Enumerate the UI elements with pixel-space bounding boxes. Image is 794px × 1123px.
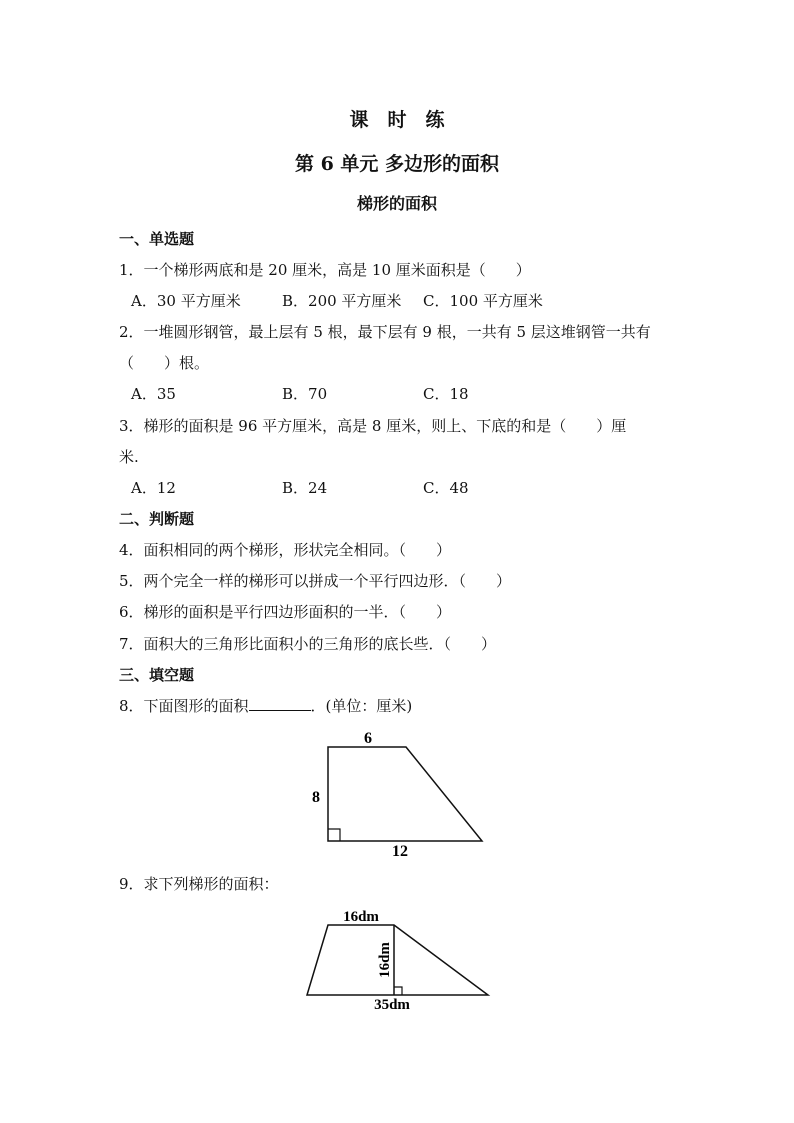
trapezoid-1-top-label: 6 bbox=[364, 730, 372, 747]
q1-option-c[interactable]: C．100 平方厘米 bbox=[423, 292, 543, 310]
lesson-title: 梯形的面积 bbox=[356, 194, 437, 213]
question-6: 6．梯形的面积是平行四边形面积的一半．（ ） bbox=[119, 603, 452, 621]
unit-title: 第 6 单元 多边形的面积 bbox=[294, 153, 500, 175]
question-3-line-1: 3．梯形的面积是 96 平方厘米，高是 8 厘米，则上、下底的和是（ ）厘 bbox=[119, 417, 627, 435]
question-8-prefix: 8．下面图形的面积 bbox=[119, 697, 249, 715]
q1-option-b[interactable]: B．200 平方厘米 bbox=[282, 292, 402, 310]
section-fill-blank: 三、填空题 bbox=[119, 666, 195, 684]
section-single-choice: 一、单选题 bbox=[119, 230, 195, 248]
q2-option-b[interactable]: B．70 bbox=[282, 385, 328, 403]
right-angle-marker bbox=[328, 829, 340, 841]
q3-option-a[interactable]: A．12 bbox=[131, 479, 176, 497]
question-3-line-2: 米. bbox=[119, 448, 139, 466]
trapezoid-2-shape bbox=[307, 925, 488, 995]
question-8-suffix: ．(单位：厘米) bbox=[310, 697, 413, 715]
q2-option-a[interactable]: A．35 bbox=[131, 385, 176, 403]
question-8 bbox=[119, 695, 412, 716]
trapezoid-figure-2 bbox=[300, 905, 500, 1017]
question-7: 7．面积大的三角形比面积小的三角形的底长些．（ ） bbox=[119, 635, 497, 653]
trapezoid-1-shape bbox=[328, 747, 482, 841]
trapezoid-figure-1 bbox=[300, 725, 500, 865]
question-1: 1．一个梯形两底和是 20 厘米，高是 10 厘米面积是（ ） bbox=[119, 261, 531, 279]
answer-blank[interactable] bbox=[249, 695, 311, 711]
worksheet-title: 课 时 练 bbox=[349, 109, 445, 131]
question-4: 4．面积相同的两个梯形，形状完全相同。（ ） bbox=[119, 541, 452, 559]
right-angle-marker-2 bbox=[394, 987, 402, 995]
trapezoid-1-height-label: 8 bbox=[312, 789, 320, 806]
question-9: 9．求下列梯形的面积： bbox=[119, 875, 279, 893]
trapezoid-2-height-label: 16dm bbox=[377, 942, 393, 978]
q1-option-a[interactable]: A．30 平方厘米 bbox=[131, 292, 241, 310]
question-5: 5．两个完全一样的梯形可以拼成一个平行四边形．（ ） bbox=[119, 572, 512, 590]
question-2-line-1: 2．一堆圆形钢管，最上层有 5 根，最下层有 9 根，一共有 5 层这堆钢管一共有 bbox=[119, 323, 651, 341]
section-true-false: 二、判断题 bbox=[119, 510, 195, 528]
trapezoid-2-top-label: 16dm bbox=[343, 909, 379, 925]
trapezoid-1-bottom-label: 12 bbox=[392, 843, 408, 860]
trapezoid-2-bottom-label: 35dm bbox=[374, 997, 410, 1013]
q3-option-c[interactable]: C．48 bbox=[423, 479, 469, 497]
question-2-line-2: （ ）根。 bbox=[119, 354, 210, 372]
q2-option-c[interactable]: C．18 bbox=[423, 385, 469, 403]
q3-option-b[interactable]: B．24 bbox=[282, 479, 328, 497]
